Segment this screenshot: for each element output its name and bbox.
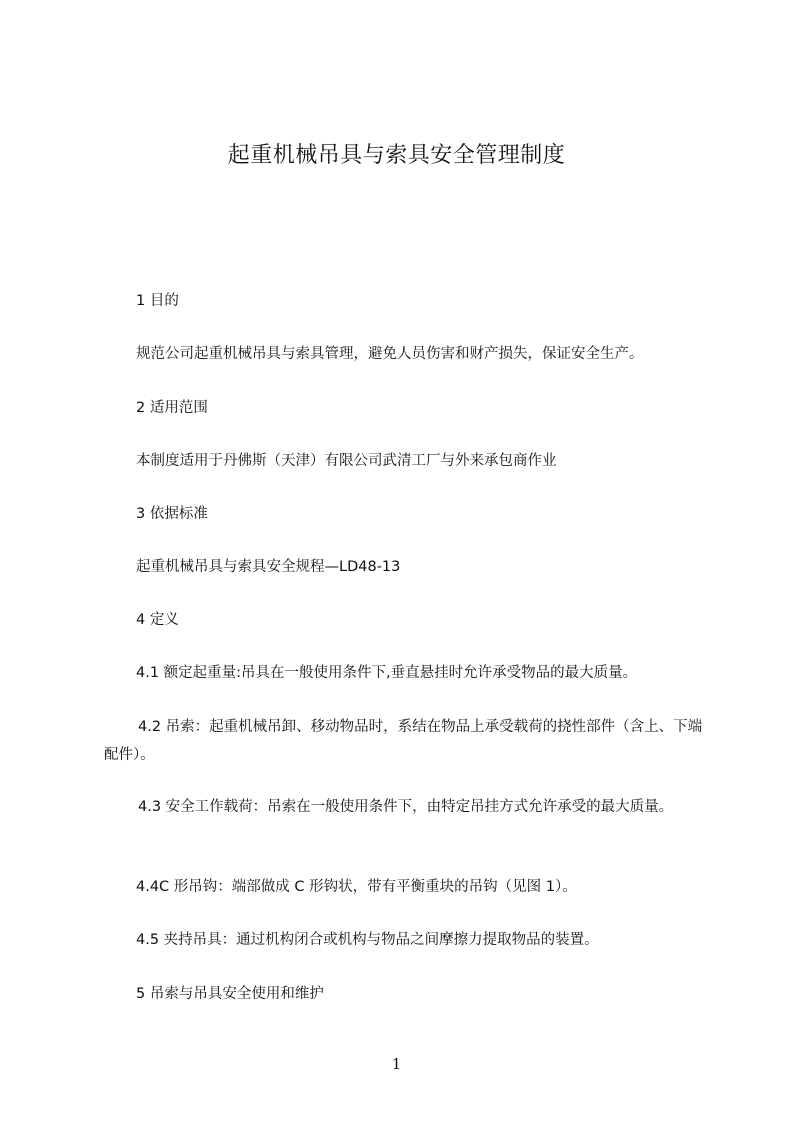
paragraph-text: 4.4C 形吊钩：端部做成 C 形钩状，带有平衡重块的吊钩（见图 1）。 xyxy=(136,879,577,895)
paragraph-purpose-body xyxy=(104,340,704,368)
page-number: 1 xyxy=(391,1055,402,1073)
document-title: 起重机械吊具与索具安全管理制度 xyxy=(227,143,566,168)
definition-4-1 xyxy=(104,659,704,687)
paragraph-text: 1 目的 xyxy=(136,293,179,309)
paragraph-text: 2 适用范围 xyxy=(136,400,208,416)
paragraph-text: 5 吊索与吊具安全使用和维护 xyxy=(136,986,324,1002)
paragraph-scope-body xyxy=(104,447,704,475)
definition-4-5 xyxy=(104,926,704,954)
paragraph-text: 4 定义 xyxy=(136,612,179,628)
definition-4-3 xyxy=(104,793,704,821)
paragraph-text: 4.3 安全工作载荷：吊索在一般使用条件下，由特定吊挂方式允许承受的最大质量。 xyxy=(138,799,674,815)
paragraph-text: 本制度适用于丹佛斯（天津）有限公司武清工厂与外来承包商作业 xyxy=(136,453,557,469)
definition-4-4 xyxy=(104,873,704,901)
section-heading-standard xyxy=(104,500,704,528)
definition-4-2 xyxy=(104,713,704,769)
paragraph-standard-body xyxy=(104,553,704,581)
paragraph-text: 4.1 额定起重量:吊具在一般使用条件下,垂直悬挂时允许承受物品的最大质量。 xyxy=(136,665,638,681)
paragraph-text: 4.2 吊索：起重机械吊卸、移动物品时，系结在物品上承受载荷的挠性部件（含上、下端配件）。 xyxy=(104,719,703,763)
section-heading-purpose xyxy=(104,287,704,315)
paragraph-text: 4.5 夹持吊具：通过机构闭合或机构与物品之间摩擦力提取物品的装置。 xyxy=(136,932,599,948)
paragraph-text: 规范公司起重机械吊具与索具管理，避免人员伤害和财产损失，保证安全生产。 xyxy=(136,346,644,362)
section-heading-scope xyxy=(104,394,704,422)
section-heading-definitions xyxy=(104,606,704,634)
section-heading-usage-maintenance xyxy=(104,980,704,1008)
paragraph-text: 起重机械吊具与索具安全规程—LD48-13 xyxy=(136,559,401,575)
paragraph-text: 3 依据标准 xyxy=(136,506,208,522)
